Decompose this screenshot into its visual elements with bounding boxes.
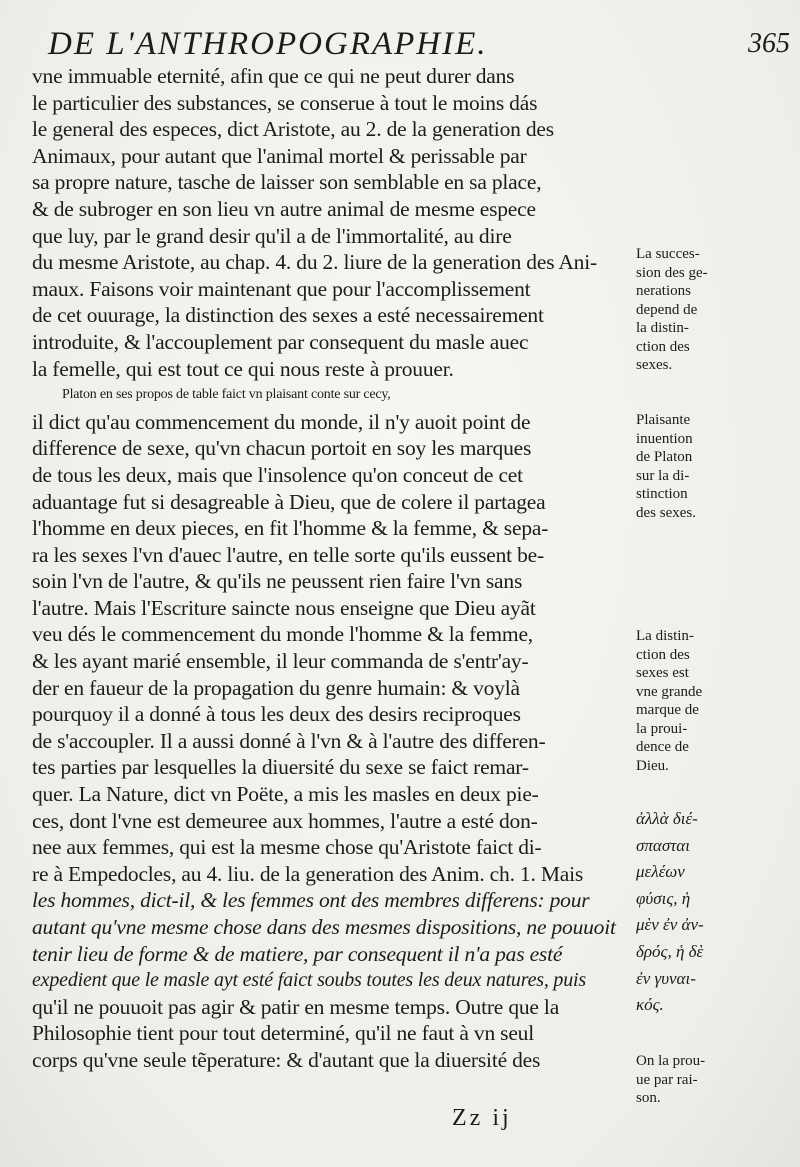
margin-note-line: On la prou-	[636, 1053, 706, 1069]
text-line: difference de sexe, qu'vn chacun portoit en soy les marques	[32, 436, 532, 461]
margin-note-line: sexes.	[636, 357, 673, 373]
text-line: l'autre. Mais l'Escriture saincte nous enseigne que Dieu ayãt	[32, 595, 536, 620]
margin-note-line: κός.	[636, 995, 664, 1015]
text-line: il dict qu'au commencement du monde, il n'y auoit point de	[32, 409, 531, 434]
text-line: introduite, & l'accouplement par consequent du masle auec	[32, 329, 529, 354]
text-line: & de subroger en son lieu vn autre animal de mesme espece	[32, 196, 536, 221]
margin-note	[636, 411, 796, 522]
text-line: der en faueur de la propagation du genre humain: & voylà	[32, 675, 520, 700]
margin-note-line: de Platon	[636, 449, 693, 465]
text-line: vne immuable eternité, afin que ce qui ne peut durer dans	[32, 64, 515, 88]
margin-note-line: depend de	[636, 301, 698, 318]
margin-note-line: stinction	[636, 486, 688, 502]
margin-note-line: des sexes.	[636, 504, 696, 521]
text-line: Philosophie tient pour tout determiné, qu'il ne faut à vn seul	[32, 1021, 535, 1046]
text-line-italic: expedient que le masle ayt esté faict soubs toutes les deux natures, puis	[32, 969, 586, 992]
text-line: pourquoy il a donné à tous les deux des desirs reciproques	[32, 702, 521, 727]
text-line: veu dés le commencement du monde l'homme & la femme,	[32, 622, 533, 647]
text-line: la femelle, qui est tout ce qui nous reste à prouuer.	[32, 356, 454, 381]
text-line: maux. Faisons voir maintenant que pour l'accomplissement	[32, 276, 531, 301]
text-line-italic: les hommes, dict-il, & les femmes ont des membres differens: pour	[32, 888, 590, 913]
text-line: sa propre nature, tasche de laisser son semblable en sa place,	[32, 170, 542, 195]
margin-note	[636, 245, 796, 375]
margin-note-line: μελέων	[636, 862, 685, 882]
margin-note-line: la distin-	[636, 320, 689, 336]
text-line: nee aux femmes, qui est la mesme chose qu'Aristote faict di-	[32, 835, 542, 860]
text-line: du mesme Aristote, au chap. 4. du 2. liure de la generation des Ani-	[32, 250, 597, 275]
text-line: le particulier des substances, se conserue à tout le moins dás	[32, 90, 538, 115]
text-line-italic: autant qu'vne mesme chose dans des mesmes dispositions, ne pouuoit	[32, 915, 616, 939]
text-line: qu'il ne pouuoit pas agir & patir en mesme temps. Outre que la	[32, 994, 560, 1019]
margin-note-line: ue par rai-	[636, 1071, 698, 1088]
margin-note-line: φύσις, ἡ	[636, 888, 691, 908]
text-line: de s'accoupler. Il a aussi donné à l'vn & à l'autre des differen-	[32, 728, 546, 753]
margin-note-line: sion des ge-	[636, 264, 708, 281]
text-line: de cet ouurage, la distinction des sexes a esté necessairement	[32, 303, 544, 328]
running-header	[48, 26, 788, 66]
margin-note-line: ction des	[636, 646, 690, 663]
running-title: DE L'ANTHROPOGRAPHIE.	[48, 26, 488, 62]
margin-note-line: inuention	[636, 430, 693, 447]
text-line: tes parties par lesquelles la diuersité du sexe se faict remar-	[32, 755, 529, 780]
signature-mark: Zz ij	[452, 1105, 512, 1131]
margin-note-line: Dieu.	[636, 757, 669, 774]
text-line: de tous les deux, mais que l'insolence qu'on conceut de cet	[32, 462, 523, 487]
text-line: soin l'vn de l'autre, & qu'ils ne peussent rien faire l'vn sans	[32, 569, 523, 594]
margin-note	[636, 1052, 796, 1108]
text-line: que luy, par le grand desir qu'il a de l'immortalité, au dire	[32, 223, 512, 248]
margin-note-line: marque de	[636, 702, 699, 718]
page-number: 365	[748, 28, 790, 59]
margin-note-line: δρός, ἡ δὲ	[636, 941, 704, 961]
text-line: Animaux, pour autant que l'animal mortel & perissable par	[32, 143, 527, 168]
text-line: ces, dont l'vne est demeuree aux hommes, l'autre a esté don-	[32, 808, 538, 833]
margin-note-line: son.	[636, 1090, 661, 1106]
text-line: re à Empedocles, au 4. liu. de la generation des Anim. ch. 1. Mais	[32, 861, 584, 886]
text-line: corps qu'vne seule tẽperature: & d'autant que la diuersité des	[32, 1047, 541, 1072]
margin-note-line: vne grande	[636, 683, 703, 700]
margin-note-line: La succes-	[636, 246, 700, 262]
text-line: ra les sexes l'vn d'auec l'autre, en telle sorte qu'ils eussent be-	[32, 542, 544, 567]
margin-note-line: sexes est	[636, 665, 689, 681]
margin-note-line: sur la di-	[636, 467, 690, 484]
margin-note-greek	[636, 806, 796, 1019]
margin-note-line: ction des	[636, 338, 690, 355]
margin-note-line: La distin-	[636, 628, 694, 644]
margin-note-line: σπασται	[636, 835, 690, 855]
margin-note-line: ἐν γυναι-	[636, 968, 696, 988]
margin-note-line: nerations	[636, 283, 691, 299]
margin-note	[636, 627, 796, 775]
margin-note-line: μὲν ἐν ἀν-	[636, 915, 704, 935]
text-line: Platon en ses propos de table faict vn plaisant conte sur cecy,	[62, 387, 391, 403]
margin-note-line: la proui-	[636, 720, 688, 737]
text-line: aduantage fut si desagreable à Dieu, que de colere il partagea	[32, 489, 546, 514]
main-text-block	[32, 63, 632, 1074]
text-line-italic: tenir lieu de forme & de matiere, par consequent il n'a pas esté	[32, 941, 563, 966]
text-line: le general des especes, dict Aristote, au 2. de la generation des	[32, 117, 554, 142]
text-line: l'homme en deux pieces, en fit l'homme & la femme, & sepa-	[32, 516, 549, 541]
margin-note-line: ἀλλὰ διέ-	[636, 809, 698, 828]
text-line: quer. La Nature, dict vn Poëte, a mis les masles en deux pie-	[32, 782, 539, 807]
text-line: & les ayant marié ensemble, il leur commanda de s'entr'ay-	[32, 649, 529, 674]
margin-note-line: dence de	[636, 739, 689, 755]
margin-note-line: Plaisante	[636, 412, 691, 428]
